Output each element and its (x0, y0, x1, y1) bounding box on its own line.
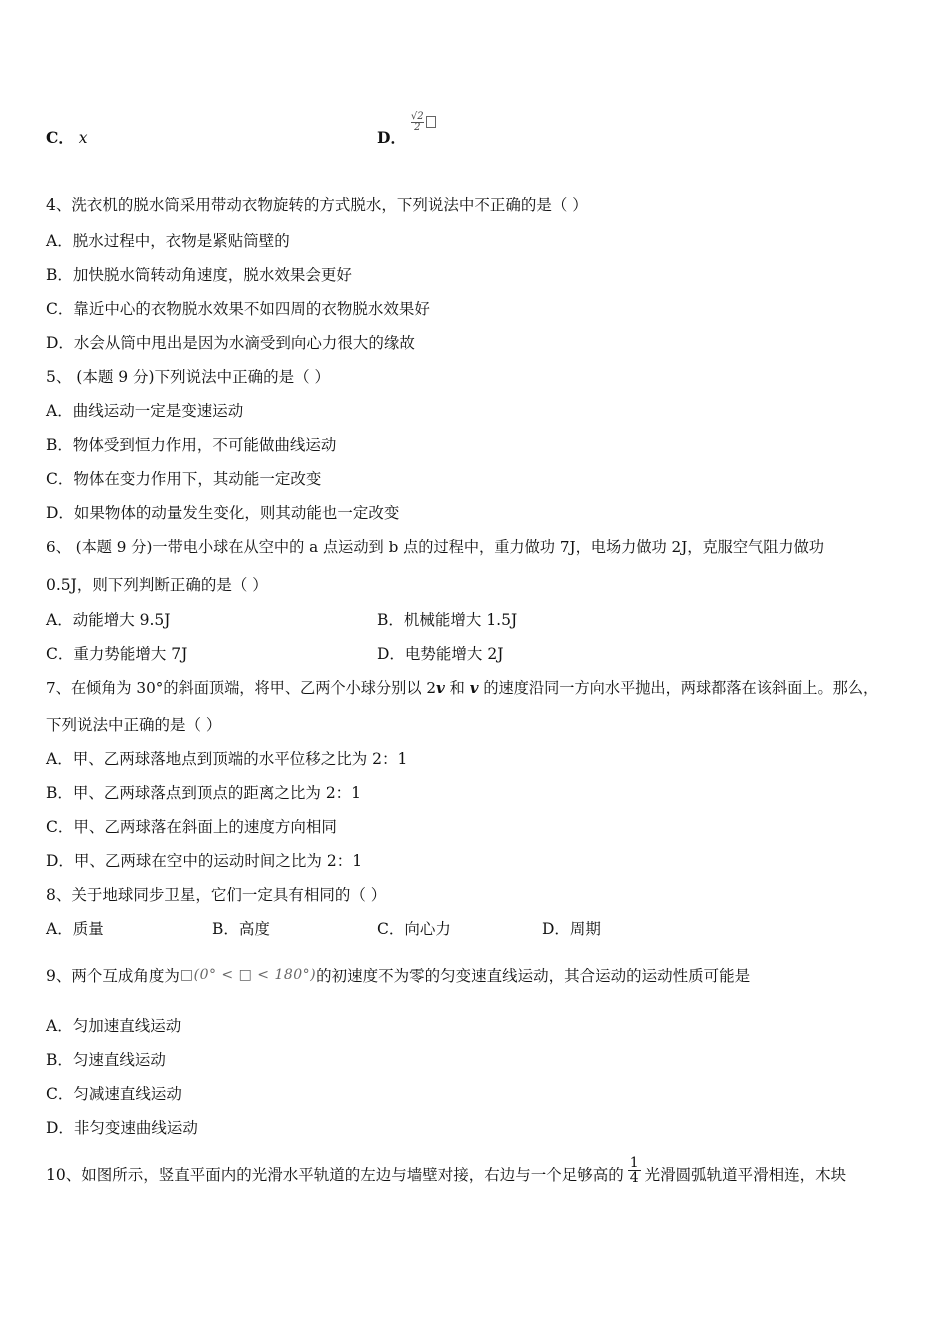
q10-stem-prefix: 10、如图所示，竖直平面内的光滑水平轨道的左边与墙壁对接，右边与一个足够高的 (46, 1166, 624, 1184)
q7-option-a: A．甲、乙两球落地点到顶端的水平位移之比为 2：1 (46, 750, 408, 768)
q3-option-c (46, 128, 88, 148)
q5-option-a: A．曲线运动一定是变速运动 (46, 402, 244, 420)
q9-angle-expression: □(0° < □ < 180°) (179, 967, 317, 983)
q9-stem (46, 965, 750, 986)
q7-option-d: D．甲、乙两球在空中的运动时间之比为 2：1 (46, 852, 363, 870)
q4-stem: 4、洗衣机的脱水筒采用带动衣物旋转的方式脱水，下列说法中不正确的是（ ） (46, 196, 588, 214)
q7-option-b: B．甲、乙两球落点到顶点的距离之比为 2：1 (46, 784, 362, 802)
q6-stem-line2: 0.5J，则下列判断正确的是（ ） (46, 576, 268, 594)
q5-option-b: B．物体受到恒力作用，不可能做曲线运动 (46, 436, 337, 454)
q7-stem-v1: v (436, 679, 445, 697)
q8-option-d: D．周期 (542, 920, 601, 938)
q3-option-c-value: x (78, 129, 88, 147)
q10-fraction-numerator: 1 (629, 1154, 639, 1171)
q4-option-d: D．水会从筒中甩出是因为水滴受到向心力很大的缘故 (46, 334, 415, 352)
q3-option-d-denominator: 2 (414, 122, 421, 133)
q6-option-d: D．电势能增大 2J (377, 645, 504, 663)
q10-stem (46, 1154, 847, 1186)
missing-glyph-icon (426, 116, 436, 128)
q4-option-b: B．加快脱水筒转动角速度，脱水效果会更好 (46, 266, 352, 284)
q3-option-c-label: C． (46, 128, 74, 147)
q7-stem-prefix: 7、在倾角为 30°的斜面顶端，将甲、乙两个小球分别以 2 (46, 679, 437, 697)
q6-option-b: B．机械能增大 1.5J (377, 611, 518, 629)
q10-fraction (628, 1156, 641, 1185)
q3-option-d-label: D． (377, 128, 406, 147)
q5-option-d: D．如果物体的动量发生变化，则其动能也一定改变 (46, 504, 400, 522)
q6-option-c: C．重力势能增大 7J (46, 645, 188, 663)
q9-option-c: C．匀减速直线运动 (46, 1085, 182, 1103)
q6-option-a: A．动能增大 9.5J (46, 611, 171, 629)
q9-stem-prefix: 9、两个互成角度为 (46, 967, 180, 985)
q7-option-c: C．甲、乙两球落在斜面上的速度方向相同 (46, 818, 337, 836)
q3-option-d-fraction (411, 112, 424, 133)
q7-stem-suffix: 的速度沿同一方向水平抛出，两球都落在该斜面上。那么， (478, 679, 879, 697)
q8-stem: 8、关于地球同步卫星，它们一定具有相同的（ ） (46, 886, 387, 904)
q6-stem-line1: 6、 (本题 9 分)一带电小球在从空中的 a 点运动到 b 点的过程中，重力做功 7J，电场力做功 2J，克服空气阻力做功 (46, 538, 824, 556)
q4-option-a: A．脱水过程中，衣物是紧贴筒壁的 (46, 232, 290, 250)
q7-stem-v2: v (469, 679, 479, 697)
q3-option-d-numerator: √2 (410, 111, 424, 122)
q5-stem: 5、 (本题 9 分)下列说法中正确的是（ ） (46, 368, 331, 386)
q8-option-b: B．高度 (212, 920, 270, 938)
q5-option-c: C．物体在变力作用下，其动能一定改变 (46, 470, 322, 488)
q7-stem-line2: 下列说法中正确的是（ ） (46, 716, 222, 734)
q9-option-d: D．非匀变速曲线运动 (46, 1119, 198, 1137)
q10-fraction-denominator: 4 (629, 1169, 639, 1186)
q7-stem-line1 (46, 678, 878, 698)
q9-option-b: B．匀速直线运动 (46, 1051, 166, 1069)
q10-stem-suffix: 光滑圆弧轨道平滑相连，木块 (644, 1166, 847, 1184)
q7-stem-mid: 和 (444, 679, 470, 697)
q8-option-a: A．质量 (46, 920, 104, 938)
q3-option-d (377, 111, 436, 148)
q9-option-a: A．匀加速直线运动 (46, 1017, 182, 1035)
q8-option-c: C．向心力 (377, 920, 451, 938)
q4-option-c: C．靠近中心的衣物脱水效果不如四周的衣物脱水效果好 (46, 300, 430, 318)
q9-stem-suffix: 的初速度不为零的匀变速直线运动，其合运动的运动性质可能是 (316, 967, 751, 985)
